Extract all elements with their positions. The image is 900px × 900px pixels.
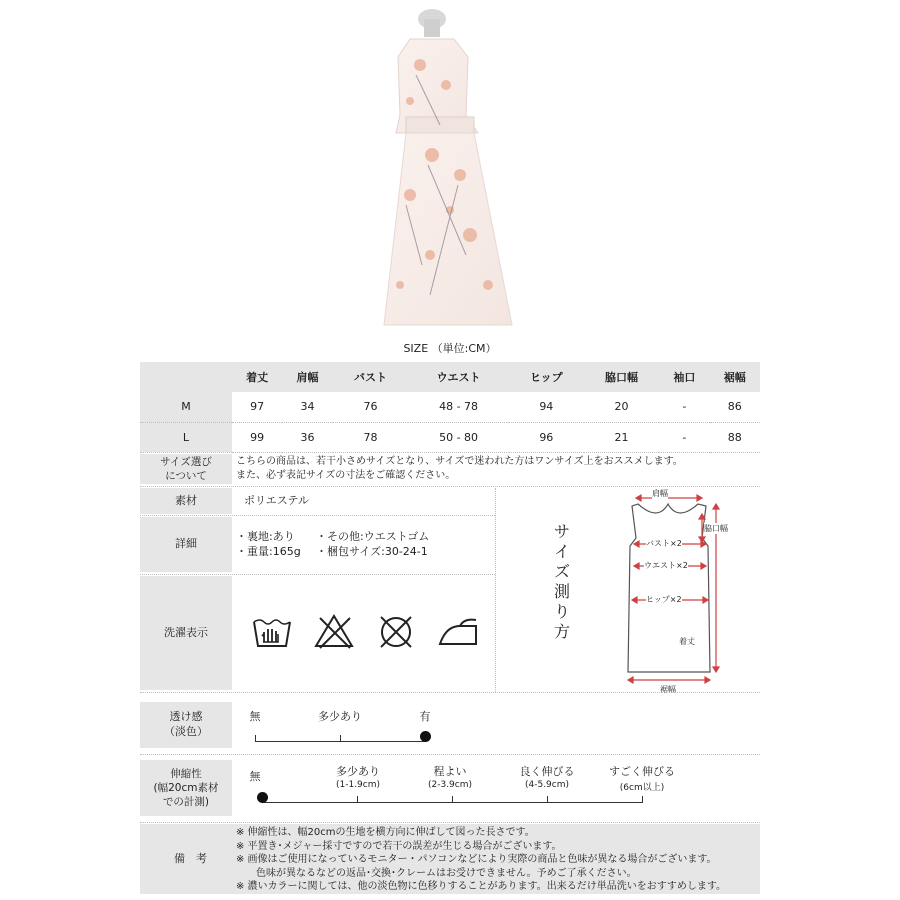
size-advice-label-line1: サイズ選び — [160, 455, 212, 468]
transparency-tick — [255, 735, 256, 742]
stretch-label-line3: での計測) — [162, 796, 210, 809]
no-tumble-dry-icon — [374, 612, 418, 652]
stretch-tick — [357, 796, 358, 803]
size-col-header: ヒップ — [529, 371, 563, 384]
stretch-tick — [642, 796, 643, 803]
measure-bust: バスト×2 — [646, 539, 682, 548]
table-cell: 48 - 78 — [439, 400, 479, 414]
hand-wash-icon — [250, 612, 294, 652]
stretch-level: 無 — [249, 770, 261, 783]
transparency-marker — [420, 731, 431, 742]
material-value: ポリエステル — [244, 494, 310, 507]
table-cell: 97 — [250, 400, 265, 414]
table-cell: 20 — [614, 400, 629, 414]
measure-shoulder: 肩幅 — [652, 489, 668, 498]
stretch-tick — [452, 796, 453, 803]
table-row — [140, 422, 760, 452]
size-advice-line2: また、必ず表記サイズの寸法をご確認ください。 — [236, 469, 456, 481]
stretch-label-line2: (幅20cm素材 — [153, 781, 219, 794]
table-cell: - — [682, 400, 687, 414]
remark-line: ※ 平置き･メジャー採寸ですので若干の誤差が生じる場合がございます。 — [236, 840, 562, 852]
stretch-label — [140, 760, 232, 816]
size-label: L — [140, 422, 232, 452]
table-cell: 76 — [363, 400, 378, 414]
stretch-level-sub: (6cm以上) — [619, 783, 665, 793]
stretch-level-sub: (1-1.9cm) — [335, 780, 381, 790]
detail-lining: ・裏地:あり — [236, 530, 295, 543]
transparency-level: 無 — [249, 710, 261, 723]
measure-title: サイズ測り方 — [553, 522, 570, 641]
transparency-level: 有 — [419, 710, 431, 723]
detail-package: ・梱包サイズ:30-24-1 — [316, 545, 428, 558]
table-cell: 21 — [614, 430, 629, 444]
table-cell: 88 — [727, 430, 742, 444]
table-cell: 99 — [250, 430, 265, 444]
remark-line: ※ 伸縮性は、幅20cmの生地を横方向に伸ばして図った長さです。 — [236, 827, 535, 838]
size-col-header: 袖口 — [673, 371, 696, 384]
stretch-marker — [257, 792, 268, 803]
size-advice-line1: こちらの商品は、若干小さめサイズとなり、サイズで迷われた方はワンサイズ上をおススメします。 — [236, 456, 683, 467]
stretch-tick — [547, 796, 548, 803]
size-advice-label-line2: について — [165, 470, 207, 482]
transparency-label-line1: 透け感 — [169, 710, 203, 724]
remark-line: ※ 濃いカラーに関しては、他の淡色物に色移りすることがあります。出来るだけ単品洗いをおすすめします。 — [236, 881, 727, 892]
transparency-label — [140, 702, 232, 748]
table-cell: 96 — [539, 430, 554, 444]
column-divider — [495, 488, 496, 692]
divider — [140, 515, 495, 516]
divider — [140, 822, 760, 823]
table-cell: 34 — [300, 400, 315, 414]
table-cell: - — [682, 430, 687, 444]
iron-low-icon — [436, 612, 480, 652]
size-col-header: 裾幅 — [723, 371, 746, 384]
size-col-header: 肩幅 — [296, 371, 319, 384]
stretch-label-line1: 伸縮性 — [170, 767, 202, 780]
detail-other: ・その他:ウエストゴム — [316, 530, 430, 543]
transparency-level: 多少あり — [318, 710, 362, 723]
table-cell: 36 — [300, 430, 315, 444]
measure-hip: ヒップ×2 — [646, 595, 682, 604]
measure-armhole: 脇口幅 — [704, 524, 728, 533]
size-col-header — [140, 362, 232, 392]
stretch-level: 程よい — [433, 765, 467, 778]
measure-diagram — [612, 486, 742, 690]
stretch-level: すごく伸びる — [609, 765, 675, 778]
stretch-level: 良く伸びる — [519, 765, 575, 778]
size-advice-label — [140, 454, 232, 484]
size-label: M — [140, 392, 232, 422]
size-col-header: ウエスト — [436, 371, 481, 384]
table-cell: 86 — [727, 400, 742, 414]
divider — [140, 754, 760, 755]
transparency-label-line2: （淡色） — [164, 725, 208, 738]
washing-label: 洗濯表示 — [140, 576, 232, 690]
remark-line: ※ 画像はご使用になっているモニター・パソコンなどにより実際の商品と色味が異なる場合がございます。 — [236, 854, 717, 865]
table-row — [140, 392, 760, 422]
transparency-tick — [340, 735, 341, 742]
details-label: 詳細 — [140, 517, 232, 572]
no-bleach-icon — [312, 612, 356, 652]
measure-hem: 裾幅 — [660, 685, 676, 694]
size-table-header — [140, 362, 760, 392]
divider — [140, 574, 495, 575]
size-col-header: バスト — [353, 371, 387, 384]
stretch-level-sub: (2-3.9cm) — [427, 780, 473, 790]
table-cell: 94 — [539, 400, 554, 414]
detail-weight: ・重量:165g — [236, 545, 301, 558]
remark-line: 色味が異なるなどの返品･交換･クレームはお受けできません。予めご了承ください。 — [236, 867, 637, 879]
size-col-header: 着丈 — [246, 371, 269, 384]
size-advice-text — [236, 455, 762, 482]
size-caption: SIZE （単位:CM） — [403, 342, 497, 355]
measure-length: 着丈 — [679, 637, 695, 646]
stretch-level-sub: (4-5.9cm) — [524, 780, 570, 790]
table-cell: 78 — [363, 430, 378, 444]
product-photo — [370, 5, 530, 335]
stretch-level: 多少あり — [336, 765, 380, 778]
table-cell: 50 - 80 — [439, 430, 479, 444]
remarks-notes — [236, 826, 760, 894]
size-table — [140, 362, 760, 453]
remarks-label: 備 考 — [174, 851, 207, 865]
material-label: 素材 — [140, 488, 232, 514]
measure-waist: ウエスト×2 — [644, 561, 688, 570]
size-col-header: 脇口幅 — [604, 371, 638, 384]
